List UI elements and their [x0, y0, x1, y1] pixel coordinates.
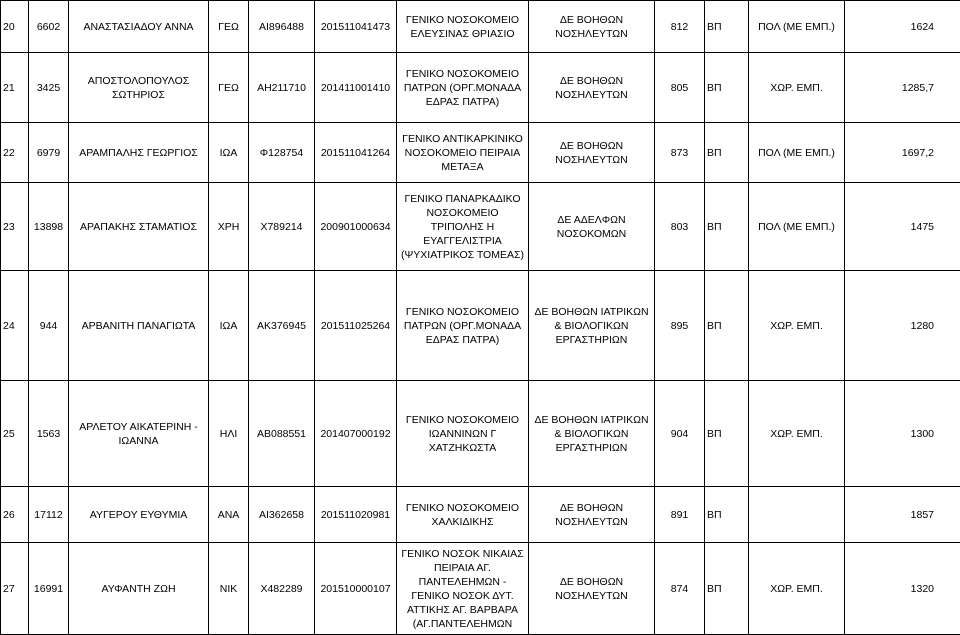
criterion: ΠΟΛ (ΜΕ ΕΜΠ.)	[749, 1, 845, 53]
position: ΔΕ ΒΟΗΘΩΝ ΝΟΣΗΛΕΥΤΩΝ	[529, 543, 655, 635]
table-row	[1, 1, 960, 53]
hospital: ΓΕΝΙΚΟ ΝΟΣΟΚΟΜΕΙΟ ΙΩΑΝΝΙΝΩΝ Γ ΧΑΤΖΗΚΩΣΤΑ	[397, 381, 529, 487]
id-number: ΑΚ376945	[249, 271, 315, 381]
position-code: 904	[655, 381, 705, 487]
hospital: ΓΕΝΙΚΟ ΝΟΣΟΚΟΜΕΙΟ ΠΑΤΡΩΝ (ΟΡΓ.ΜΟΝΑΔΑ ΕΔΡΑΣ ΠΑΤΡΑ)	[397, 53, 529, 123]
category: ΒΠ	[705, 543, 749, 635]
position: ΔΕ ΒΟΗΘΩΝ ΝΟΣΗΛΕΥΤΩΝ	[529, 487, 655, 543]
category: ΒΠ	[705, 381, 749, 487]
row-number: 22	[1, 123, 29, 183]
table-row	[1, 543, 960, 635]
table-row	[1, 271, 960, 381]
hospital: ΓΕΝΙΚΟ ΝΟΣΟΚΟΜΕΙΟ ΧΑΛΚΙΔΙΚΗΣ	[397, 487, 529, 543]
criterion: ΧΩΡ. ΕΜΠ.	[749, 271, 845, 381]
id-number: ΑΙ362658	[249, 487, 315, 543]
position-code: 874	[655, 543, 705, 635]
row-number: 25	[1, 381, 29, 487]
branch: ΙΩΑ	[209, 271, 249, 381]
candidate-name: ΑΥΓΕΡΟΥ ΕΥΘΥΜΙΑ	[69, 487, 209, 543]
registry-number: 201511041264	[315, 123, 397, 183]
position: ΔΕ ΒΟΗΘΩΝ ΝΟΣΗΛΕΥΤΩΝ	[529, 1, 655, 53]
candidate-name: ΑΡΒΑΝΙΤΗ ΠΑΝΑΓΙΩΤΑ	[69, 271, 209, 381]
row-number: 26	[1, 487, 29, 543]
branch: ΗΛΙ	[209, 381, 249, 487]
candidate-code: 13898	[29, 183, 69, 271]
criterion: ΧΩΡ. ΕΜΠ.	[749, 381, 845, 487]
hospital: ΓΕΝΙΚΟ ΑΝΤΙΚΑΡΚΙΝΙΚΟ ΝΟΣΟΚΟΜΕΙΟ ΠΕΙΡΑΙΑ ΜΕΤΑΞΑ	[397, 123, 529, 183]
position-code: 805	[655, 53, 705, 123]
position: ΔΕ ΒΟΗΘΩΝ ΙΑΤΡΙΚΩΝ & ΒΙΟΛΟΓΙΚΩΝ ΕΡΓΑΣΤΗΡΙΩΝ	[529, 271, 655, 381]
position: ΔΕ ΑΔΕΛΦΩΝ ΝΟΣΟΚΟΜΩΝ	[529, 183, 655, 271]
candidate-code: 1563	[29, 381, 69, 487]
category: ΒΠ	[705, 487, 749, 543]
candidate-code: 16991	[29, 543, 69, 635]
points: 1320	[845, 543, 960, 635]
points: 1475	[845, 183, 960, 271]
candidate-name: ΑΡΛΕΤΟΥ ΑΙΚΑΤΕΡΙΝΗ - ΙΩΑΝΝΑ	[69, 381, 209, 487]
position-code: 873	[655, 123, 705, 183]
points: 1285,7	[845, 53, 960, 123]
row-number: 20	[1, 1, 29, 53]
candidate-name: ΑΡΑΜΠΑΛΗΣ ΓΕΩΡΓΙΟΣ	[69, 123, 209, 183]
table-row	[1, 53, 960, 123]
branch: ΙΩΑ	[209, 123, 249, 183]
registry-number: 200901000634	[315, 183, 397, 271]
criterion: ΧΩΡ. ΕΜΠ.	[749, 543, 845, 635]
hospital: ΓΕΝΙΚΟ ΠΑΝΑΡΚΑΔΙΚΟ ΝΟΣΟΚΟΜΕΙΟ ΤΡΙΠΟΛΗΣ Η ΕΥΑΓΓΕΛΙΣΤΡΙΑ (ΨΥΧΙΑΤΡΙΚΟΣ ΤΟΜΕΑΣ)	[397, 183, 529, 271]
table-row	[1, 123, 960, 183]
category: ΒΠ	[705, 53, 749, 123]
candidate-code: 6602	[29, 1, 69, 53]
hospital: ΓΕΝΙΚΟ ΝΟΣΟΚΟΜΕΙΟ ΕΛΕΥΣΙΝΑΣ ΘΡΙΑΣΙΟ	[397, 1, 529, 53]
row-number: 27	[1, 543, 29, 635]
table-row	[1, 487, 960, 543]
candidate-code: 17112	[29, 487, 69, 543]
position-code: 895	[655, 271, 705, 381]
category: ΒΠ	[705, 183, 749, 271]
registry-number: 201411001410	[315, 53, 397, 123]
id-number: ΑΙ896488	[249, 1, 315, 53]
candidate-name: ΑΠΟΣΤΟΛΟΠΟΥΛΟΣ ΣΩΤΗΡΙΟΣ	[69, 53, 209, 123]
points: 1857	[845, 487, 960, 543]
branch: ΝΙΚ	[209, 543, 249, 635]
points: 1300	[845, 381, 960, 487]
row-number: 23	[1, 183, 29, 271]
table-row	[1, 381, 960, 487]
criterion: ΠΟΛ (ΜΕ ΕΜΠ.)	[749, 183, 845, 271]
position-code: 803	[655, 183, 705, 271]
id-number: ΑΗ211710	[249, 53, 315, 123]
candidate-code: 3425	[29, 53, 69, 123]
branch: ΓΕΩ	[209, 1, 249, 53]
position: ΔΕ ΒΟΗΘΩΝ ΙΑΤΡΙΚΩΝ & ΒΙΟΛΟΓΙΚΩΝ ΕΡΓΑΣΤΗΡΙΩΝ	[529, 381, 655, 487]
table-row	[1, 183, 960, 271]
id-number: Φ128754	[249, 123, 315, 183]
points: 1624	[845, 1, 960, 53]
branch: ΑΝΑ	[209, 487, 249, 543]
hospital: ΓΕΝΙΚΟ ΝΟΣΟΚ ΝΙΚΑΙΑΣ ΠΕΙΡΑΙΑ ΑΓ. ΠΑΝΤΕΛΕΗΜΩΝ - ΓΕΝΙΚΟ ΝΟΣΟΚ ΔΥΤ. ΑΤΤΙΚΗΣ ΑΓ. ΒΑΡΒΑΡΑ (ΑΓ.ΠΑΝΤΕΛΕΗΜΩΝ	[397, 543, 529, 635]
branch: ΓΕΩ	[209, 53, 249, 123]
registry-number: 201511025264	[315, 271, 397, 381]
points: 1697,2	[845, 123, 960, 183]
points: 1280	[845, 271, 960, 381]
candidate-name: ΑΥΦΑΝΤΗ ΖΩΗ	[69, 543, 209, 635]
criterion: ΠΟΛ (ΜΕ ΕΜΠ.)	[749, 123, 845, 183]
id-number: Χ789214	[249, 183, 315, 271]
candidate-code: 944	[29, 271, 69, 381]
position: ΔΕ ΒΟΗΘΩΝ ΝΟΣΗΛΕΥΤΩΝ	[529, 123, 655, 183]
registry-number: 201511020981	[315, 487, 397, 543]
criterion: ΧΩΡ. ΕΜΠ.	[749, 53, 845, 123]
category: ΒΠ	[705, 271, 749, 381]
candidate-code: 6979	[29, 123, 69, 183]
position: ΔΕ ΒΟΗΘΩΝ ΝΟΣΗΛΕΥΤΩΝ	[529, 53, 655, 123]
id-number: Χ482289	[249, 543, 315, 635]
category: ΒΠ	[705, 1, 749, 53]
category: ΒΠ	[705, 123, 749, 183]
registry-number: 201407000192	[315, 381, 397, 487]
registry-number: 201511041473	[315, 1, 397, 53]
position-code: 812	[655, 1, 705, 53]
criterion	[749, 487, 845, 543]
hospital: ΓΕΝΙΚΟ ΝΟΣΟΚΟΜΕΙΟ ΠΑΤΡΩΝ (ΟΡΓ.ΜΟΝΑΔΑ ΕΔΡΑΣ ΠΑΤΡΑ)	[397, 271, 529, 381]
row-number: 21	[1, 53, 29, 123]
candidate-name: ΑΡΑΠΑΚΗΣ ΣΤΑΜΑΤΙΟΣ	[69, 183, 209, 271]
branch: ΧΡΗ	[209, 183, 249, 271]
position-code: 891	[655, 487, 705, 543]
id-number: ΑΒ088551	[249, 381, 315, 487]
row-number: 24	[1, 271, 29, 381]
registry-number: 201510000107	[315, 543, 397, 635]
candidate-name: ΑΝΑΣΤΑΣΙΑΔΟΥ ΑΝΝΑ	[69, 1, 209, 53]
